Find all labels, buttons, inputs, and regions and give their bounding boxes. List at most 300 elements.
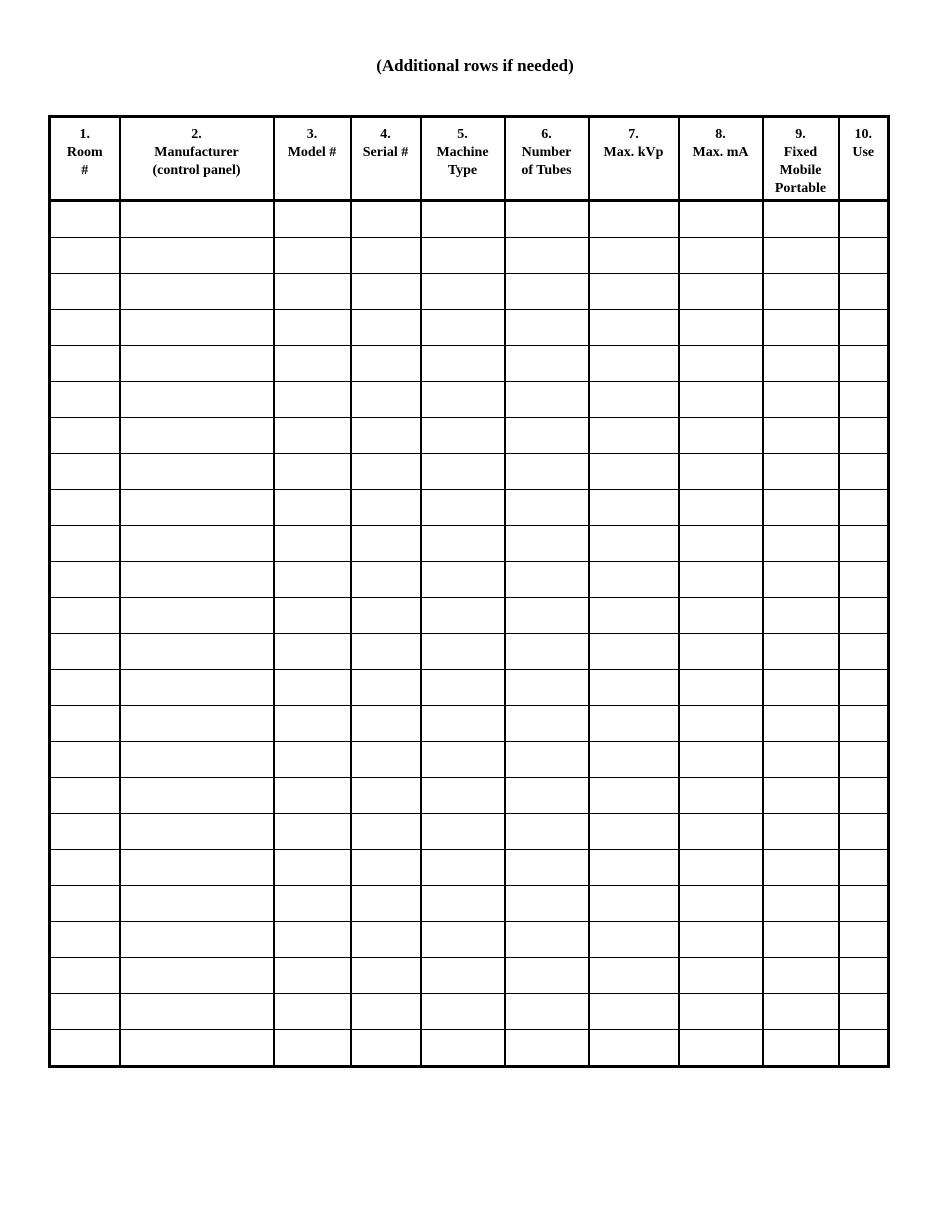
table-cell[interactable] bbox=[120, 201, 274, 238]
table-row bbox=[50, 958, 889, 994]
column-header-line: (control panel) bbox=[152, 163, 241, 178]
table-cell[interactable] bbox=[120, 670, 274, 706]
table-cell[interactable] bbox=[589, 201, 679, 238]
table-cell[interactable] bbox=[120, 454, 274, 490]
table-cell[interactable] bbox=[505, 454, 589, 490]
column-header bbox=[120, 117, 274, 201]
column-header bbox=[505, 117, 589, 201]
table-cell[interactable] bbox=[763, 490, 839, 526]
table-row bbox=[50, 886, 889, 922]
table-cell[interactable] bbox=[589, 418, 679, 454]
table-cell[interactable] bbox=[763, 1030, 839, 1067]
column-header-line: Type bbox=[447, 163, 478, 178]
table-cell[interactable] bbox=[505, 670, 589, 706]
table-cell[interactable] bbox=[839, 922, 889, 958]
table-row bbox=[50, 922, 889, 958]
table-cell[interactable] bbox=[839, 382, 889, 418]
table-cell[interactable] bbox=[839, 274, 889, 310]
table-cell[interactable] bbox=[274, 742, 351, 778]
table-cell[interactable] bbox=[763, 850, 839, 886]
table-cell[interactable] bbox=[679, 238, 763, 274]
table-cell[interactable] bbox=[50, 562, 120, 598]
table-row bbox=[50, 706, 889, 742]
table-cell[interactable] bbox=[351, 562, 421, 598]
table-cell[interactable] bbox=[763, 814, 839, 850]
table-cell[interactable] bbox=[763, 382, 839, 418]
table-cell[interactable] bbox=[421, 922, 505, 958]
table-cell[interactable] bbox=[679, 742, 763, 778]
table-cell[interactable] bbox=[421, 382, 505, 418]
table-cell[interactable] bbox=[589, 886, 679, 922]
table-cell[interactable] bbox=[839, 634, 889, 670]
table-cell[interactable] bbox=[505, 634, 589, 670]
table-cell[interactable] bbox=[120, 346, 274, 382]
table-cell[interactable] bbox=[505, 706, 589, 742]
table-row bbox=[50, 382, 889, 418]
table-cell[interactable] bbox=[274, 634, 351, 670]
column-header-line: Use bbox=[852, 145, 875, 160]
table-cell[interactable] bbox=[839, 778, 889, 814]
table-cell[interactable] bbox=[505, 958, 589, 994]
column-header-line: Machine bbox=[436, 145, 489, 160]
table-row bbox=[50, 634, 889, 670]
column-header bbox=[679, 117, 763, 201]
table-cell[interactable] bbox=[50, 454, 120, 490]
table-cell[interactable] bbox=[120, 238, 274, 274]
column-header-line: Fixed bbox=[783, 145, 818, 160]
table-cell[interactable] bbox=[839, 454, 889, 490]
table-cell[interactable] bbox=[421, 238, 505, 274]
column-header-line: 2. bbox=[191, 127, 202, 142]
table-cell[interactable] bbox=[50, 418, 120, 454]
column-header-line: Serial # bbox=[362, 145, 409, 160]
table-row bbox=[50, 814, 889, 850]
table-cell[interactable] bbox=[274, 886, 351, 922]
table-cell[interactable] bbox=[839, 850, 889, 886]
table-cell[interactable] bbox=[505, 1030, 589, 1067]
table-cell[interactable] bbox=[351, 634, 421, 670]
table-cell[interactable] bbox=[679, 706, 763, 742]
table-header-row bbox=[50, 117, 889, 201]
table-cell[interactable] bbox=[679, 670, 763, 706]
table-cell[interactable] bbox=[50, 994, 120, 1030]
table-cell[interactable] bbox=[274, 994, 351, 1030]
column-header-line: 9. bbox=[795, 127, 806, 142]
table-cell[interactable] bbox=[505, 994, 589, 1030]
column-header-line: Room bbox=[66, 145, 103, 160]
table-cell[interactable] bbox=[274, 238, 351, 274]
table-cell[interactable] bbox=[50, 310, 120, 346]
table-cell[interactable] bbox=[120, 490, 274, 526]
table-cell[interactable] bbox=[50, 850, 120, 886]
table-cell[interactable] bbox=[839, 1030, 889, 1067]
table-cell[interactable] bbox=[421, 778, 505, 814]
table-cell[interactable] bbox=[679, 814, 763, 850]
table-cell[interactable] bbox=[505, 850, 589, 886]
table-cell[interactable] bbox=[763, 670, 839, 706]
table-cell[interactable] bbox=[351, 886, 421, 922]
table-cell[interactable] bbox=[351, 922, 421, 958]
table-cell[interactable] bbox=[274, 814, 351, 850]
table-cell[interactable] bbox=[589, 598, 679, 634]
column-header-line: 10. bbox=[854, 127, 872, 142]
table-cell[interactable] bbox=[505, 382, 589, 418]
table-cell[interactable] bbox=[679, 490, 763, 526]
table-cell[interactable] bbox=[351, 274, 421, 310]
table-cell[interactable] bbox=[679, 994, 763, 1030]
table-cell[interactable] bbox=[589, 742, 679, 778]
table-cell[interactable] bbox=[763, 706, 839, 742]
column-header-line: 6. bbox=[541, 127, 552, 142]
table-cell[interactable] bbox=[763, 742, 839, 778]
table-cell[interactable] bbox=[120, 1030, 274, 1067]
table-row bbox=[50, 1030, 889, 1067]
table-cell[interactable] bbox=[421, 742, 505, 778]
table-cell[interactable] bbox=[421, 994, 505, 1030]
table-cell[interactable] bbox=[839, 886, 889, 922]
column-header-line: Number bbox=[521, 145, 572, 160]
table-cell[interactable] bbox=[839, 706, 889, 742]
table-cell[interactable] bbox=[679, 598, 763, 634]
table-row bbox=[50, 454, 889, 490]
table-cell[interactable] bbox=[679, 886, 763, 922]
table-cell[interactable] bbox=[120, 382, 274, 418]
table-cell[interactable] bbox=[839, 598, 889, 634]
table-cell[interactable] bbox=[589, 274, 679, 310]
table-row bbox=[50, 418, 889, 454]
column-header bbox=[589, 117, 679, 201]
table-cell[interactable] bbox=[120, 994, 274, 1030]
table-cell[interactable] bbox=[274, 778, 351, 814]
column-header bbox=[351, 117, 421, 201]
table-cell[interactable] bbox=[505, 814, 589, 850]
table-cell[interactable] bbox=[421, 490, 505, 526]
table-cell[interactable] bbox=[421, 886, 505, 922]
table-cell[interactable] bbox=[839, 418, 889, 454]
table-cell[interactable] bbox=[50, 706, 120, 742]
table-cell[interactable] bbox=[50, 814, 120, 850]
table-cell[interactable] bbox=[839, 490, 889, 526]
table-cell[interactable] bbox=[120, 274, 274, 310]
table-cell[interactable] bbox=[351, 850, 421, 886]
table-cell[interactable] bbox=[839, 814, 889, 850]
table-cell[interactable] bbox=[351, 526, 421, 562]
table-row bbox=[50, 670, 889, 706]
table-cell[interactable] bbox=[679, 201, 763, 238]
table-cell[interactable] bbox=[50, 886, 120, 922]
column-header-line: Portable bbox=[774, 181, 827, 196]
table-cell[interactable] bbox=[274, 346, 351, 382]
table-cell[interactable] bbox=[50, 346, 120, 382]
table-cell[interactable] bbox=[120, 922, 274, 958]
table-cell[interactable] bbox=[589, 238, 679, 274]
column-header bbox=[421, 117, 505, 201]
table-cell[interactable] bbox=[120, 310, 274, 346]
table-cell[interactable] bbox=[50, 382, 120, 418]
table-cell[interactable] bbox=[50, 238, 120, 274]
table-cell[interactable] bbox=[120, 526, 274, 562]
table-cell[interactable] bbox=[839, 562, 889, 598]
table-cell[interactable] bbox=[421, 634, 505, 670]
table-cell[interactable] bbox=[589, 778, 679, 814]
table-cell[interactable] bbox=[505, 778, 589, 814]
table-cell[interactable] bbox=[351, 598, 421, 634]
table-cell[interactable] bbox=[120, 562, 274, 598]
table-cell[interactable] bbox=[679, 310, 763, 346]
table-cell[interactable] bbox=[351, 814, 421, 850]
table-cell[interactable] bbox=[763, 562, 839, 598]
table-cell[interactable] bbox=[505, 886, 589, 922]
table-cell[interactable] bbox=[679, 922, 763, 958]
table-cell[interactable] bbox=[505, 201, 589, 238]
table-cell[interactable] bbox=[120, 706, 274, 742]
table-cell[interactable] bbox=[679, 958, 763, 994]
table-cell[interactable] bbox=[351, 418, 421, 454]
table-cell[interactable] bbox=[505, 490, 589, 526]
table-cell[interactable] bbox=[589, 706, 679, 742]
table-cell[interactable] bbox=[839, 310, 889, 346]
table-cell[interactable] bbox=[50, 201, 120, 238]
table-cell[interactable] bbox=[589, 670, 679, 706]
table-cell[interactable] bbox=[50, 526, 120, 562]
table-cell[interactable] bbox=[50, 742, 120, 778]
column-header bbox=[50, 117, 120, 201]
table-cell[interactable] bbox=[351, 1030, 421, 1067]
table-cell[interactable] bbox=[50, 490, 120, 526]
table-cell[interactable] bbox=[274, 382, 351, 418]
table-cell[interactable] bbox=[351, 778, 421, 814]
table-cell[interactable] bbox=[679, 526, 763, 562]
table-cell[interactable] bbox=[274, 201, 351, 238]
table-cell[interactable] bbox=[274, 526, 351, 562]
table-cell[interactable] bbox=[839, 201, 889, 238]
table-cell[interactable] bbox=[679, 634, 763, 670]
table-cell[interactable] bbox=[763, 238, 839, 274]
table-cell[interactable] bbox=[589, 346, 679, 382]
table-cell[interactable] bbox=[505, 346, 589, 382]
table-cell[interactable] bbox=[679, 850, 763, 886]
table-cell[interactable] bbox=[763, 598, 839, 634]
table-cell[interactable] bbox=[505, 310, 589, 346]
table-cell[interactable] bbox=[351, 310, 421, 346]
table-cell[interactable] bbox=[50, 598, 120, 634]
table-cell[interactable] bbox=[763, 958, 839, 994]
table-cell[interactable] bbox=[589, 382, 679, 418]
table-cell[interactable] bbox=[120, 778, 274, 814]
table-cell[interactable] bbox=[763, 274, 839, 310]
table-row bbox=[50, 238, 889, 274]
table-cell[interactable] bbox=[763, 346, 839, 382]
table-cell[interactable] bbox=[50, 778, 120, 814]
table-cell[interactable] bbox=[679, 346, 763, 382]
table-cell[interactable] bbox=[50, 1030, 120, 1067]
table-cell[interactable] bbox=[351, 742, 421, 778]
column-header-line: 1. bbox=[79, 127, 90, 142]
table-cell[interactable] bbox=[505, 526, 589, 562]
table-cell[interactable] bbox=[421, 1030, 505, 1067]
column-header-line: 7. bbox=[628, 127, 639, 142]
table-cell[interactable] bbox=[679, 418, 763, 454]
table-cell[interactable] bbox=[351, 238, 421, 274]
table-cell[interactable] bbox=[351, 994, 421, 1030]
table-cell[interactable] bbox=[589, 490, 679, 526]
table-body bbox=[50, 201, 889, 1067]
table-cell[interactable] bbox=[763, 454, 839, 490]
table-cell[interactable] bbox=[351, 958, 421, 994]
table-cell[interactable] bbox=[589, 1030, 679, 1067]
table-cell[interactable] bbox=[274, 598, 351, 634]
table-cell[interactable] bbox=[505, 418, 589, 454]
table-cell[interactable] bbox=[839, 238, 889, 274]
table-cell[interactable] bbox=[120, 418, 274, 454]
table-cell[interactable] bbox=[274, 1030, 351, 1067]
table-cell[interactable] bbox=[589, 850, 679, 886]
table-cell[interactable] bbox=[120, 958, 274, 994]
table-cell[interactable] bbox=[274, 706, 351, 742]
column-header bbox=[763, 117, 839, 201]
table-cell[interactable] bbox=[351, 346, 421, 382]
table-row bbox=[50, 994, 889, 1030]
table-cell[interactable] bbox=[589, 814, 679, 850]
column-header-line: Manufacturer bbox=[154, 145, 239, 160]
table-cell[interactable] bbox=[274, 274, 351, 310]
table-row bbox=[50, 742, 889, 778]
table-cell[interactable] bbox=[421, 201, 505, 238]
table-row bbox=[50, 274, 889, 310]
table-cell[interactable] bbox=[50, 958, 120, 994]
column-header-line: 5. bbox=[457, 127, 468, 142]
page-title: (Additional rows if needed) bbox=[376, 56, 574, 75]
table-cell[interactable] bbox=[505, 598, 589, 634]
table-cell[interactable] bbox=[274, 958, 351, 994]
table-cell[interactable] bbox=[120, 886, 274, 922]
table-cell[interactable] bbox=[763, 634, 839, 670]
table-cell[interactable] bbox=[351, 670, 421, 706]
table-cell[interactable] bbox=[589, 994, 679, 1030]
table-row bbox=[50, 562, 889, 598]
equipment-table bbox=[48, 115, 890, 1068]
table-row bbox=[50, 310, 889, 346]
table-cell[interactable] bbox=[839, 958, 889, 994]
column-header bbox=[839, 117, 889, 201]
table-cell[interactable] bbox=[589, 454, 679, 490]
table-cell[interactable] bbox=[351, 706, 421, 742]
table-cell[interactable] bbox=[274, 418, 351, 454]
column-header-line: Model # bbox=[287, 145, 337, 160]
table-cell[interactable] bbox=[120, 634, 274, 670]
table-cell[interactable] bbox=[351, 490, 421, 526]
table-cell[interactable] bbox=[421, 706, 505, 742]
table-cell[interactable] bbox=[274, 310, 351, 346]
table-cell[interactable] bbox=[421, 526, 505, 562]
table-cell[interactable] bbox=[120, 742, 274, 778]
table-cell[interactable] bbox=[679, 454, 763, 490]
table-cell[interactable] bbox=[839, 526, 889, 562]
table-cell[interactable] bbox=[50, 670, 120, 706]
table-cell[interactable] bbox=[505, 922, 589, 958]
table-cell[interactable] bbox=[421, 958, 505, 994]
table-cell[interactable] bbox=[421, 310, 505, 346]
table-cell[interactable] bbox=[763, 922, 839, 958]
table-cell[interactable] bbox=[763, 310, 839, 346]
table-cell[interactable] bbox=[421, 418, 505, 454]
table-cell[interactable] bbox=[274, 454, 351, 490]
table-cell[interactable] bbox=[763, 886, 839, 922]
table-cell[interactable] bbox=[274, 922, 351, 958]
table-cell[interactable] bbox=[120, 598, 274, 634]
table-cell[interactable] bbox=[421, 850, 505, 886]
table-cell[interactable] bbox=[589, 922, 679, 958]
table-cell[interactable] bbox=[589, 634, 679, 670]
table-cell[interactable] bbox=[421, 274, 505, 310]
table-cell[interactable] bbox=[505, 274, 589, 310]
column-header bbox=[274, 117, 351, 201]
table-cell[interactable] bbox=[50, 634, 120, 670]
table-cell[interactable] bbox=[421, 814, 505, 850]
table-cell[interactable] bbox=[589, 310, 679, 346]
table-cell[interactable] bbox=[50, 274, 120, 310]
table-row bbox=[50, 850, 889, 886]
table-cell[interactable] bbox=[839, 670, 889, 706]
table-cell[interactable] bbox=[589, 562, 679, 598]
table-cell[interactable] bbox=[274, 850, 351, 886]
table-cell[interactable] bbox=[421, 598, 505, 634]
table-cell[interactable] bbox=[679, 382, 763, 418]
table-cell[interactable] bbox=[505, 742, 589, 778]
column-header-line: 3. bbox=[306, 127, 318, 142]
table-row bbox=[50, 346, 889, 382]
column-header-line: Max. kVp bbox=[603, 145, 664, 160]
table-cell[interactable] bbox=[763, 418, 839, 454]
table-cell[interactable] bbox=[679, 562, 763, 598]
table-cell[interactable] bbox=[505, 562, 589, 598]
column-header-line: # bbox=[81, 163, 89, 178]
table-cell[interactable] bbox=[351, 382, 421, 418]
table-cell[interactable] bbox=[50, 922, 120, 958]
table-cell[interactable] bbox=[839, 994, 889, 1030]
column-header-line: Max. mA bbox=[692, 145, 749, 160]
table-row bbox=[50, 201, 889, 238]
table-cell[interactable] bbox=[505, 238, 589, 274]
table-cell[interactable] bbox=[274, 562, 351, 598]
table-cell[interactable] bbox=[763, 526, 839, 562]
table-cell[interactable] bbox=[763, 778, 839, 814]
column-header-line: 8. bbox=[715, 127, 726, 142]
table-cell[interactable] bbox=[274, 490, 351, 526]
table-cell[interactable] bbox=[839, 742, 889, 778]
table-row bbox=[50, 778, 889, 814]
table-cell[interactable] bbox=[351, 201, 421, 238]
table-cell[interactable] bbox=[421, 454, 505, 490]
table-cell[interactable] bbox=[120, 814, 274, 850]
table-cell[interactable] bbox=[763, 994, 839, 1030]
table-cell[interactable] bbox=[351, 454, 421, 490]
table-cell[interactable] bbox=[421, 562, 505, 598]
table-row bbox=[50, 490, 889, 526]
table-cell[interactable] bbox=[679, 274, 763, 310]
column-header-line: of Tubes bbox=[521, 163, 572, 178]
table-cell[interactable] bbox=[839, 346, 889, 382]
table-cell[interactable] bbox=[679, 1030, 763, 1067]
table-cell[interactable] bbox=[120, 850, 274, 886]
table-cell[interactable] bbox=[589, 526, 679, 562]
table-cell[interactable] bbox=[421, 670, 505, 706]
table-cell[interactable] bbox=[421, 346, 505, 382]
table-cell[interactable] bbox=[589, 958, 679, 994]
table-cell[interactable] bbox=[274, 670, 351, 706]
table-cell[interactable] bbox=[763, 201, 839, 238]
table-cell[interactable] bbox=[679, 778, 763, 814]
